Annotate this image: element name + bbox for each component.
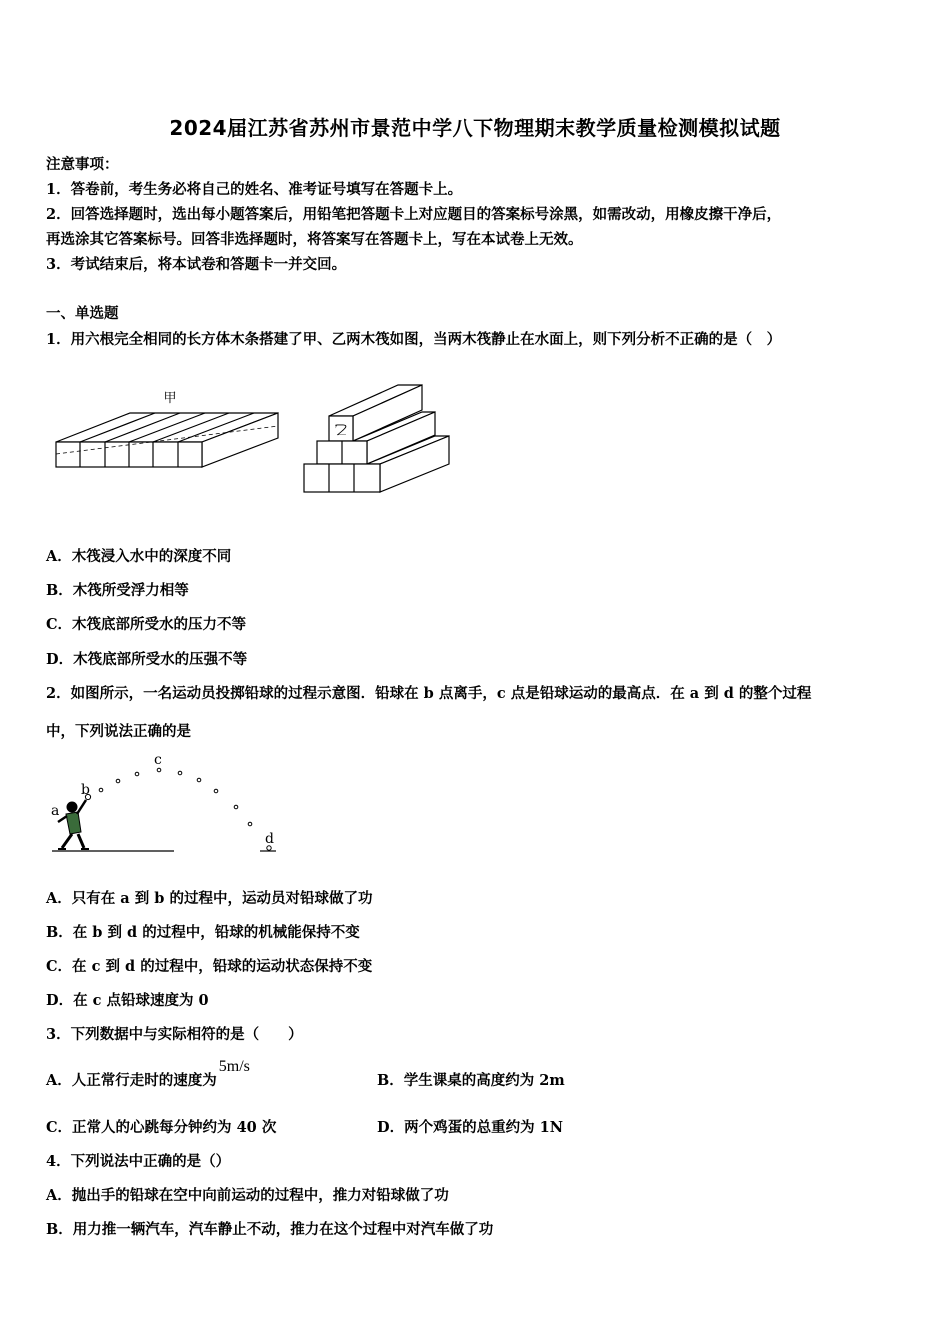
question-1-stem: 1．用六根完全相同的长方体木条搭建了甲、乙两木筏如图，当两木筏静止在水面上，则下列分析不正确的是（ ）	[46, 331, 782, 348]
q1-option-d: D．木筏底部所受水的压强不等	[46, 651, 248, 668]
q1-option-b: B．木筏所受浮力相等	[46, 582, 189, 599]
q3-option-a-unit: 5m/s	[218, 1058, 250, 1075]
question-3-stem: 3．下列数据中与实际相符的是（ ）	[46, 1026, 303, 1043]
point-c-label: c	[154, 752, 162, 768]
notice-item: 再选涂其它答案标号。回答非选择题时，将答案写在答题卡上，写在本试卷上无效。	[46, 231, 583, 248]
q3-option-a	[46, 1058, 250, 1090]
question-2-stem-line2: 中，下列说法正确的是	[46, 723, 191, 740]
q3-option-a-text: A．人正常行走时的速度为	[46, 1072, 217, 1089]
raft-figure	[50, 380, 460, 500]
q3-option-b: B．学生课桌的高度约为 2m	[377, 1072, 565, 1089]
athlete-silhouette	[58, 800, 89, 849]
raft-yi-label: 乙	[334, 421, 348, 436]
raft-jia-label: 甲	[163, 391, 177, 406]
q2-option-d: D．在 c 点铅球速度为 0	[46, 992, 209, 1009]
q3-option-d: D．两个鸡蛋的总重约为 1N	[377, 1119, 563, 1136]
q4-option-b: B．用力推一辆汽车，汽车静止不动，推力在这个过程中对汽车做了功	[46, 1221, 494, 1238]
q2-option-c: C．在 c 到 d 的过程中，铅球的运动状态保持不变	[46, 958, 373, 975]
q2-option-b: B．在 b 到 d 的过程中，铅球的机械能保持不变	[46, 924, 360, 941]
q1-option-a: A．木筏浸入水中的深度不同	[46, 548, 232, 565]
q3-option-c: C．正常人的心跳每分钟约为 40 次	[46, 1119, 277, 1136]
question-2-stem-line1: 2．如图所示，一名运动员投掷铅球的过程示意图．铅球在 b 点离手，c 点是铅球运动的最高点．在 a 到 d 的整个过程	[46, 685, 812, 702]
raft-yi	[304, 385, 449, 492]
q2-option-a: A．只有在 a 到 b 的过程中，运动员对铅球做了功	[46, 890, 373, 907]
notice-item: 3．考试结束后，将本试卷和答题卡一并交回。	[46, 256, 347, 273]
point-a-label: a	[51, 803, 60, 819]
q4-option-a: A．抛出手的铅球在空中向前运动的过程中，推力对铅球做了功	[46, 1187, 449, 1204]
shotput-figure	[48, 748, 288, 858]
notice-item: 2．回答选择题时，选出每小题答案后，用铅笔把答题卡上对应题目的答案标号涂黑，如需改动，用橡皮擦干净后，	[46, 206, 782, 223]
trajectory-dots	[85, 768, 271, 850]
point-d-label: d	[265, 831, 274, 847]
q1-option-c: C．木筏底部所受水的压力不等	[46, 616, 247, 633]
point-b-label: b	[81, 782, 90, 798]
raft-jia	[56, 413, 278, 467]
question-4-stem: 4．下列说法中正确的是（）	[46, 1153, 231, 1170]
section-heading: 一、单选题	[46, 305, 119, 322]
notice-item: 1．答卷前，考生务必将自己的姓名、准考证号填写在答题卡上。	[46, 181, 463, 198]
notice-heading: 注意事项：	[46, 156, 119, 173]
page-title: 2024届江苏省苏州市景范中学八下物理期末教学质量检测模拟试题	[169, 116, 781, 140]
